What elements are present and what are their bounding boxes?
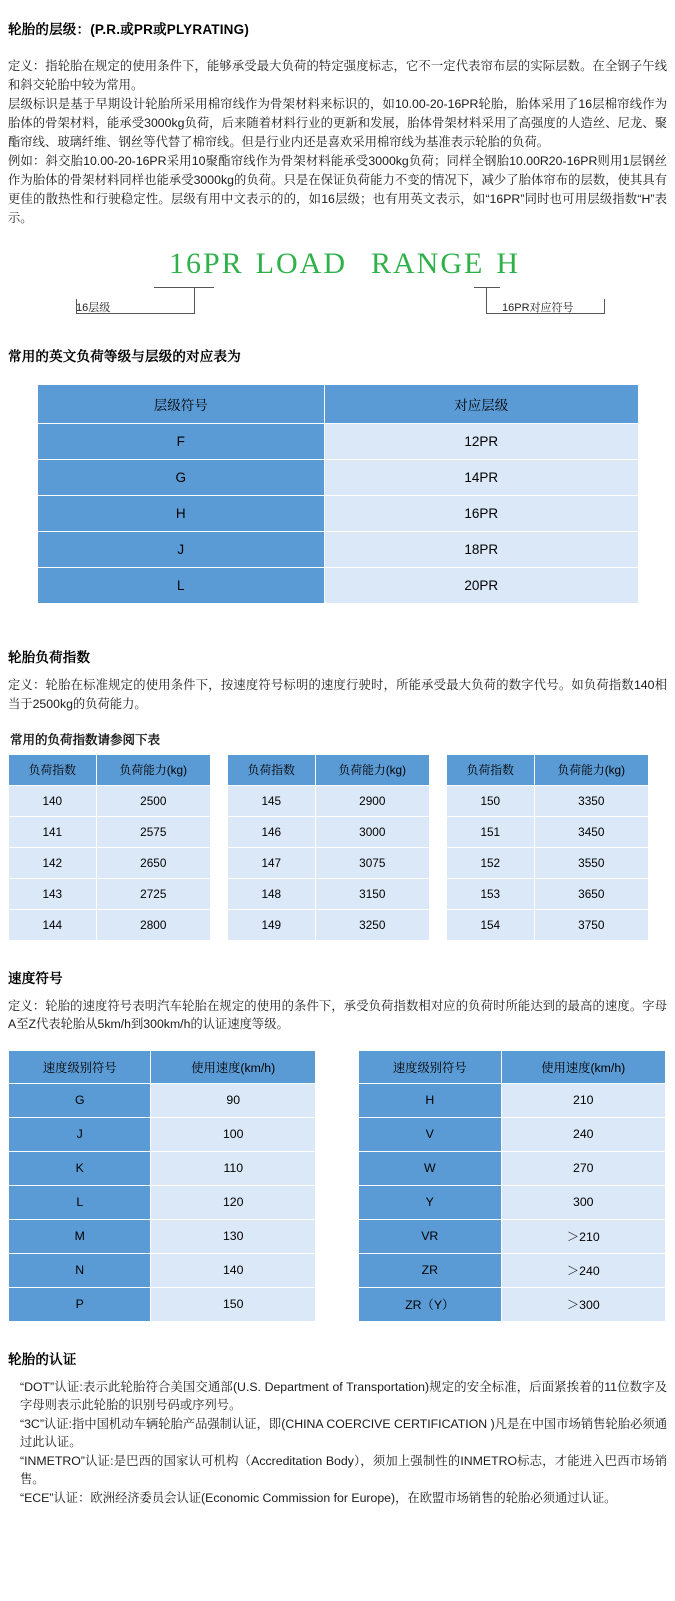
table-row <box>9 1151 316 1185</box>
cell-speed-symbol: M <box>9 1219 151 1253</box>
cell-speed-symbol: VR <box>359 1219 502 1253</box>
section-title-ply: 轮胎的层级：(P.R.或PR或PLYRATING) <box>8 22 250 37</box>
cell-speed-symbol: ZR <box>359 1253 502 1287</box>
ply-label-right: 16PR对应符号 <box>502 302 574 315</box>
cell-speed-symbol: H <box>359 1083 502 1117</box>
cell-speed-symbol: P <box>9 1287 151 1321</box>
cert-item-ece: “ECE”认证：欧洲经济委员会认证(Economic Commission for Europe)，在欧盟市场销售的轮胎必须通过认证。 <box>20 1490 617 1505</box>
cell-index: 150 <box>447 785 535 816</box>
table-row <box>359 1117 666 1151</box>
cell-capacity: 2650 <box>96 847 210 878</box>
load-index-header-index: 负荷指数 <box>228 754 316 785</box>
table-header-row <box>9 1050 316 1083</box>
table-header-row <box>359 1050 666 1083</box>
cell-capacity: 2575 <box>96 816 210 847</box>
cell-index: 148 <box>228 878 316 909</box>
cell-capacity: 3350 <box>534 785 648 816</box>
table-row <box>9 1083 316 1117</box>
load-index-header-capacity: 负荷能力(kg) <box>315 754 429 785</box>
table-row <box>228 816 430 847</box>
cell-capacity: 3250 <box>315 909 429 940</box>
cell-index: 149 <box>228 909 316 940</box>
section-title-speed: 速度符号 <box>8 970 63 986</box>
speed-header-symbol: 速度级别符号 <box>359 1050 502 1083</box>
cell-speed-value: 140 <box>151 1253 316 1287</box>
cert-item-dot: “DOT”认证:表示此轮胎符合美国交通部(U.S. Department of Transportation)规定的安全标准，后面紧挨着的11位数字及字母则表示此轮胎的识别号码或序列号。 <box>20 1379 667 1413</box>
cell-rating: 14PR <box>325 460 639 496</box>
table-row <box>9 1185 316 1219</box>
cell-index: 145 <box>228 785 316 816</box>
table-row <box>447 847 649 878</box>
table-row <box>359 1219 666 1253</box>
cell-index: 147 <box>228 847 316 878</box>
table-row <box>359 1151 666 1185</box>
load-index-header-index: 负荷指数 <box>447 754 535 785</box>
table-row <box>37 424 638 460</box>
ply-rating-value: 16PR <box>168 247 244 281</box>
ply-rating-word1: LOAD <box>255 247 347 281</box>
certification-list <box>8 1378 667 1507</box>
cell-speed-symbol: V <box>359 1117 502 1151</box>
cert-item-3c: “3C”认证:指中国机动车辆轮胎产品强制认证，即(CHINA COERCIVE CERTIFICATION )凡是在中国市场销售轮胎必须通过此认证。 <box>20 1416 667 1450</box>
ply-rating-diagram <box>8 247 667 319</box>
load-index-table-3 <box>446 754 649 941</box>
table-row <box>228 847 430 878</box>
cell-speed-value: 100 <box>151 1117 316 1151</box>
cell-speed-value: ＞210 <box>501 1219 665 1253</box>
cell-speed-symbol: N <box>9 1253 151 1287</box>
load-index-paragraph: 定义：轮胎在标准规定的使用条件下，按速度符号标明的速度行驶时，所能承受最大负荷的数字代号。如负荷指数140相当于2500kg的负荷能力。 <box>8 678 667 711</box>
cell-rating: 20PR <box>325 568 639 604</box>
cell-symbol: F <box>37 424 325 460</box>
cert-item-inmetro: “INMETRO”认证:是巴西的国家认可机构（Accreditation Body），须加上强制性的INMETRO标志，才能进入巴西市场销售。 <box>20 1453 667 1487</box>
cell-capacity: 3550 <box>534 847 648 878</box>
load-index-table-2 <box>227 754 430 941</box>
table-header-row <box>447 754 649 785</box>
table-row <box>447 878 649 909</box>
cell-speed-symbol: G <box>9 1083 151 1117</box>
section-title-ply-table: 常用的英文负荷等级与层级的对应表为 <box>8 349 241 365</box>
speed-header-speed: 使用速度(km/h) <box>151 1050 316 1083</box>
table-row <box>37 460 638 496</box>
cell-capacity: 2725 <box>96 878 210 909</box>
ply-rating-text <box>8 247 667 281</box>
table-row <box>359 1287 666 1321</box>
table-row <box>359 1185 666 1219</box>
speed-table-2 <box>358 1050 666 1322</box>
cell-symbol: H <box>37 496 325 532</box>
ply-rating-letter: H <box>496 247 521 281</box>
ply-rating-word2: RANGE <box>371 247 485 281</box>
load-index-header-capacity: 负荷能力(kg) <box>534 754 648 785</box>
table-row <box>9 816 211 847</box>
cell-capacity: 2900 <box>315 785 429 816</box>
table-row <box>447 816 649 847</box>
cell-index: 140 <box>9 785 97 816</box>
load-index-header-capacity: 负荷能力(kg) <box>96 754 210 785</box>
ply-label-left: 16层级 <box>76 302 111 315</box>
cell-speed-value: 210 <box>501 1083 665 1117</box>
table-row <box>37 568 638 604</box>
cell-speed-value: 130 <box>151 1219 316 1253</box>
cell-rating: 12PR <box>325 424 639 460</box>
cell-capacity: 2800 <box>96 909 210 940</box>
table-header-row <box>228 754 430 785</box>
underline-left <box>154 287 214 288</box>
ply-rating-table <box>37 384 639 604</box>
cell-index: 144 <box>9 909 97 940</box>
table-row <box>37 496 638 532</box>
cell-speed-value: 90 <box>151 1083 316 1117</box>
table-row <box>359 1083 666 1117</box>
cell-index: 143 <box>9 878 97 909</box>
cell-rating: 18PR <box>325 532 639 568</box>
cell-speed-value: 240 <box>501 1117 665 1151</box>
speed-paragraph: 定义：轮胎的速度符号表明汽车轮胎在规定的使用的条件下，承受负荷指数相对应的负荷时所能达到的最高的速度。字母A至Z代表轮胎从5km/h到300km/h的认证速度等级。 <box>8 998 667 1032</box>
cell-speed-symbol: W <box>359 1151 502 1185</box>
leader-tick-left-inner <box>194 287 195 314</box>
table-row <box>9 878 211 909</box>
cell-rating: 16PR <box>325 496 639 532</box>
table-row <box>9 847 211 878</box>
section-title-certification: 轮胎的认证 <box>8 1351 77 1367</box>
table-row <box>228 878 430 909</box>
table-row <box>447 909 649 940</box>
table-row <box>9 909 211 940</box>
underline-right <box>474 287 500 288</box>
cell-speed-value: 110 <box>151 1151 316 1185</box>
load-index-header-index: 负荷指数 <box>9 754 97 785</box>
cell-capacity: 2500 <box>96 785 210 816</box>
ply-paragraph-1: 定义：指轮胎在规定的使用条件下，能够承受最大负荷的特定强度标志，它不一定代表帘布层的实际层数。在全钢子午线和斜交轮胎中较为常用。 <box>8 59 667 92</box>
cell-speed-symbol: J <box>9 1117 151 1151</box>
cell-index: 146 <box>228 816 316 847</box>
cell-capacity: 3150 <box>315 878 429 909</box>
cell-speed-symbol: K <box>9 1151 151 1185</box>
cell-speed-value: 120 <box>151 1185 316 1219</box>
section-title-load-index: 轮胎负荷指数 <box>8 650 91 666</box>
cell-speed-value: 270 <box>501 1151 665 1185</box>
table-row <box>9 1287 316 1321</box>
cell-index: 151 <box>447 816 535 847</box>
speed-tables <box>8 1050 667 1322</box>
leader-tick-right-outer <box>604 299 605 314</box>
leader-tick-right-inner <box>486 287 487 314</box>
cell-capacity: 3000 <box>315 816 429 847</box>
cell-index: 154 <box>447 909 535 940</box>
load-index-caption: 常用的负荷指数请参阅下表 <box>10 732 161 747</box>
cell-symbol: L <box>37 568 325 604</box>
speed-header-speed: 使用速度(km/h) <box>501 1050 665 1083</box>
cell-speed-value: ＞300 <box>501 1287 665 1321</box>
cell-speed-value: 300 <box>501 1185 665 1219</box>
table-row <box>9 1117 316 1151</box>
cell-index: 141 <box>9 816 97 847</box>
cell-speed-value: 150 <box>151 1287 316 1321</box>
cell-speed-symbol: ZR（Y） <box>359 1287 502 1321</box>
cell-symbol: G <box>37 460 325 496</box>
cell-index: 142 <box>9 847 97 878</box>
cell-symbol: J <box>37 532 325 568</box>
speed-table-1 <box>8 1050 316 1322</box>
cell-speed-value: ＞240 <box>501 1253 665 1287</box>
ply-table-header-symbol: 层级符号 <box>37 385 325 424</box>
table-header-row <box>37 385 638 424</box>
table-row <box>359 1253 666 1287</box>
cell-capacity: 3650 <box>534 878 648 909</box>
cell-capacity: 3450 <box>534 816 648 847</box>
table-row <box>9 1253 316 1287</box>
cell-capacity: 3750 <box>534 909 648 940</box>
table-row <box>228 785 430 816</box>
table-row <box>9 1219 316 1253</box>
cell-index: 153 <box>447 878 535 909</box>
load-index-table-1 <box>8 754 211 941</box>
ply-paragraph-2: 层级标识是基于早期设计轮胎所采用棉帘线作为骨架材料来标识的，如10.00-20-16PR轮胎，胎体采用了16层棉帘线作为胎体的骨架材料，能承受3000kg负荷，后来随着材料行业的更新和发展，胎体骨架材料采用了高强度的人造丝、尼龙、聚酯帘线、玻璃纤维、钢丝等代替了棉帘线。但是行业内还是喜欢采用棉帘线为基准表示轮胎的负荷。 <box>8 97 667 149</box>
table-row <box>228 909 430 940</box>
speed-header-symbol: 速度级别符号 <box>9 1050 151 1083</box>
ply-paragraph-3: 例如：斜交胎10.00-20-16PR采用10聚酯帘线作为骨架材料能承受3000kg负荷；同样全钢胎10.00R20-16PR则用1层钢丝作为胎体的骨架材料同样也能承受3000kg的负荷。只是在保证负荷能力不变的情况下，减少了胎体帘布的层数，使其具有更佳的散热性和行驶稳定性。层级有用中文表示的的，如16层级；也有用英文表示，如“16PR”同时也可用层级指数“H”表示。 <box>8 154 667 225</box>
cell-speed-symbol: Y <box>359 1185 502 1219</box>
cell-capacity: 3075 <box>315 847 429 878</box>
load-index-tables <box>8 754 667 941</box>
ply-table-header-rating: 对应层级 <box>325 385 639 424</box>
table-row <box>447 785 649 816</box>
cell-index: 152 <box>447 847 535 878</box>
table-row <box>9 785 211 816</box>
table-row <box>37 532 638 568</box>
cell-speed-symbol: L <box>9 1185 151 1219</box>
table-header-row <box>9 754 211 785</box>
